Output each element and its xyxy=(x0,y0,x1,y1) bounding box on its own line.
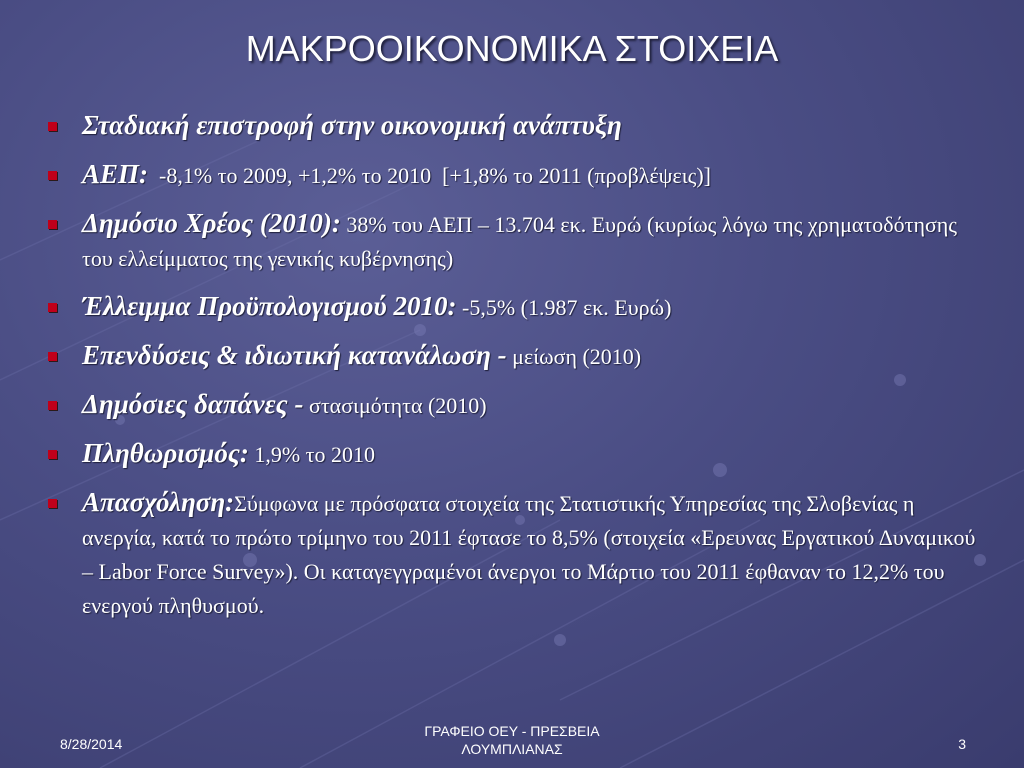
bullet-text: Σύμφωνα με πρόσφατα στοιχεία της Στατιστικής Υπηρεσίας της Σλοβενίας η ανεργία, κατά το πρώτο τρίμηνο του 2011 έφτασε το 8,5% (στοιχεία «Ερευνας Εργατικού Δυναμικού – Labor Force Survey»). Οι καταγεγγραμένοι άνεργοι το Μάρτιο του 2011 έφθαναν το 12,2% του ενεργού πληθυσμού. xyxy=(82,491,976,618)
bullet-item-investment-consumption xyxy=(44,338,984,374)
bullet-square-icon xyxy=(48,122,57,131)
bullet-text: μείωση (2010) xyxy=(506,344,642,369)
bullet-text: 1,9% το 2010 xyxy=(248,442,376,467)
bullet-lead: ΑΕΠ: xyxy=(82,159,149,189)
footer-organization-line2: ΛΟΥΜΠΛΙΑΝΑΣ xyxy=(461,741,563,757)
bullet-item-public-spending xyxy=(44,387,984,423)
bullet-item-employment xyxy=(44,485,984,623)
bullet-item-budget-deficit xyxy=(44,289,984,325)
footer-organization-line1: ΓΡΑΦΕΙΟ ΟΕΥ - ΠΡΕΣΒΕΙΑ xyxy=(424,723,600,739)
slide-title: ΜΑΚΡΟΟΙΚΟΝΟΜΙΚΑ ΣΤΟΙΧΕΙΑ xyxy=(245,28,779,69)
footer-organization xyxy=(380,722,644,758)
bullet-lead: Επενδύσεις & ιδιωτική κατανάλωση - xyxy=(82,340,507,370)
bullet-square-icon xyxy=(48,352,57,361)
bullet-lead: Σταδιακή επιστροφή στην οικονομική ανάπτυξη xyxy=(82,110,622,140)
bullet-lead: Έλλειμμα Προϋπολογισμού 2010: xyxy=(82,291,457,321)
footer-page-number: 3 xyxy=(958,736,966,752)
bullet-text: -5,5% (1.987 εκ. Ευρώ) xyxy=(456,295,672,320)
bullet-lead: Δημόσιες δαπάνες - xyxy=(82,389,304,419)
bullet-item-inflation xyxy=(44,436,984,472)
bullet-item-public-debt xyxy=(44,206,984,276)
bullet-lead: Πληθωρισμός: xyxy=(82,438,249,468)
bullet-square-icon xyxy=(48,401,57,410)
bullet-square-icon xyxy=(48,171,57,180)
bullet-item-gdp xyxy=(44,157,984,193)
bullet-square-icon xyxy=(48,220,57,229)
bullet-square-icon xyxy=(48,450,57,459)
bullet-lead: Δημόσιο Χρέος (2010): xyxy=(82,208,341,238)
footer-date: 8/28/2014 xyxy=(60,736,123,752)
bullet-square-icon xyxy=(48,303,57,312)
bullet-text: -8,1% το 2009, +1,2% το 2010 [+1,8% το 2011 (προβλέψεις)] xyxy=(148,163,711,188)
bullet-lead: Απασχόληση: xyxy=(82,487,235,517)
bullet-text: στασιμότητα (2010) xyxy=(303,393,487,418)
bullet-text: 38% του ΑΕΠ – 13.704 εκ. Ευρώ (κυρίως λόγω της χρηματοδότησης του ελλείμματος της γενικής κυβέρνησης) xyxy=(82,212,958,271)
bullet-list xyxy=(44,108,984,636)
bullet-item-growth xyxy=(44,108,984,144)
bullet-square-icon xyxy=(48,499,57,508)
